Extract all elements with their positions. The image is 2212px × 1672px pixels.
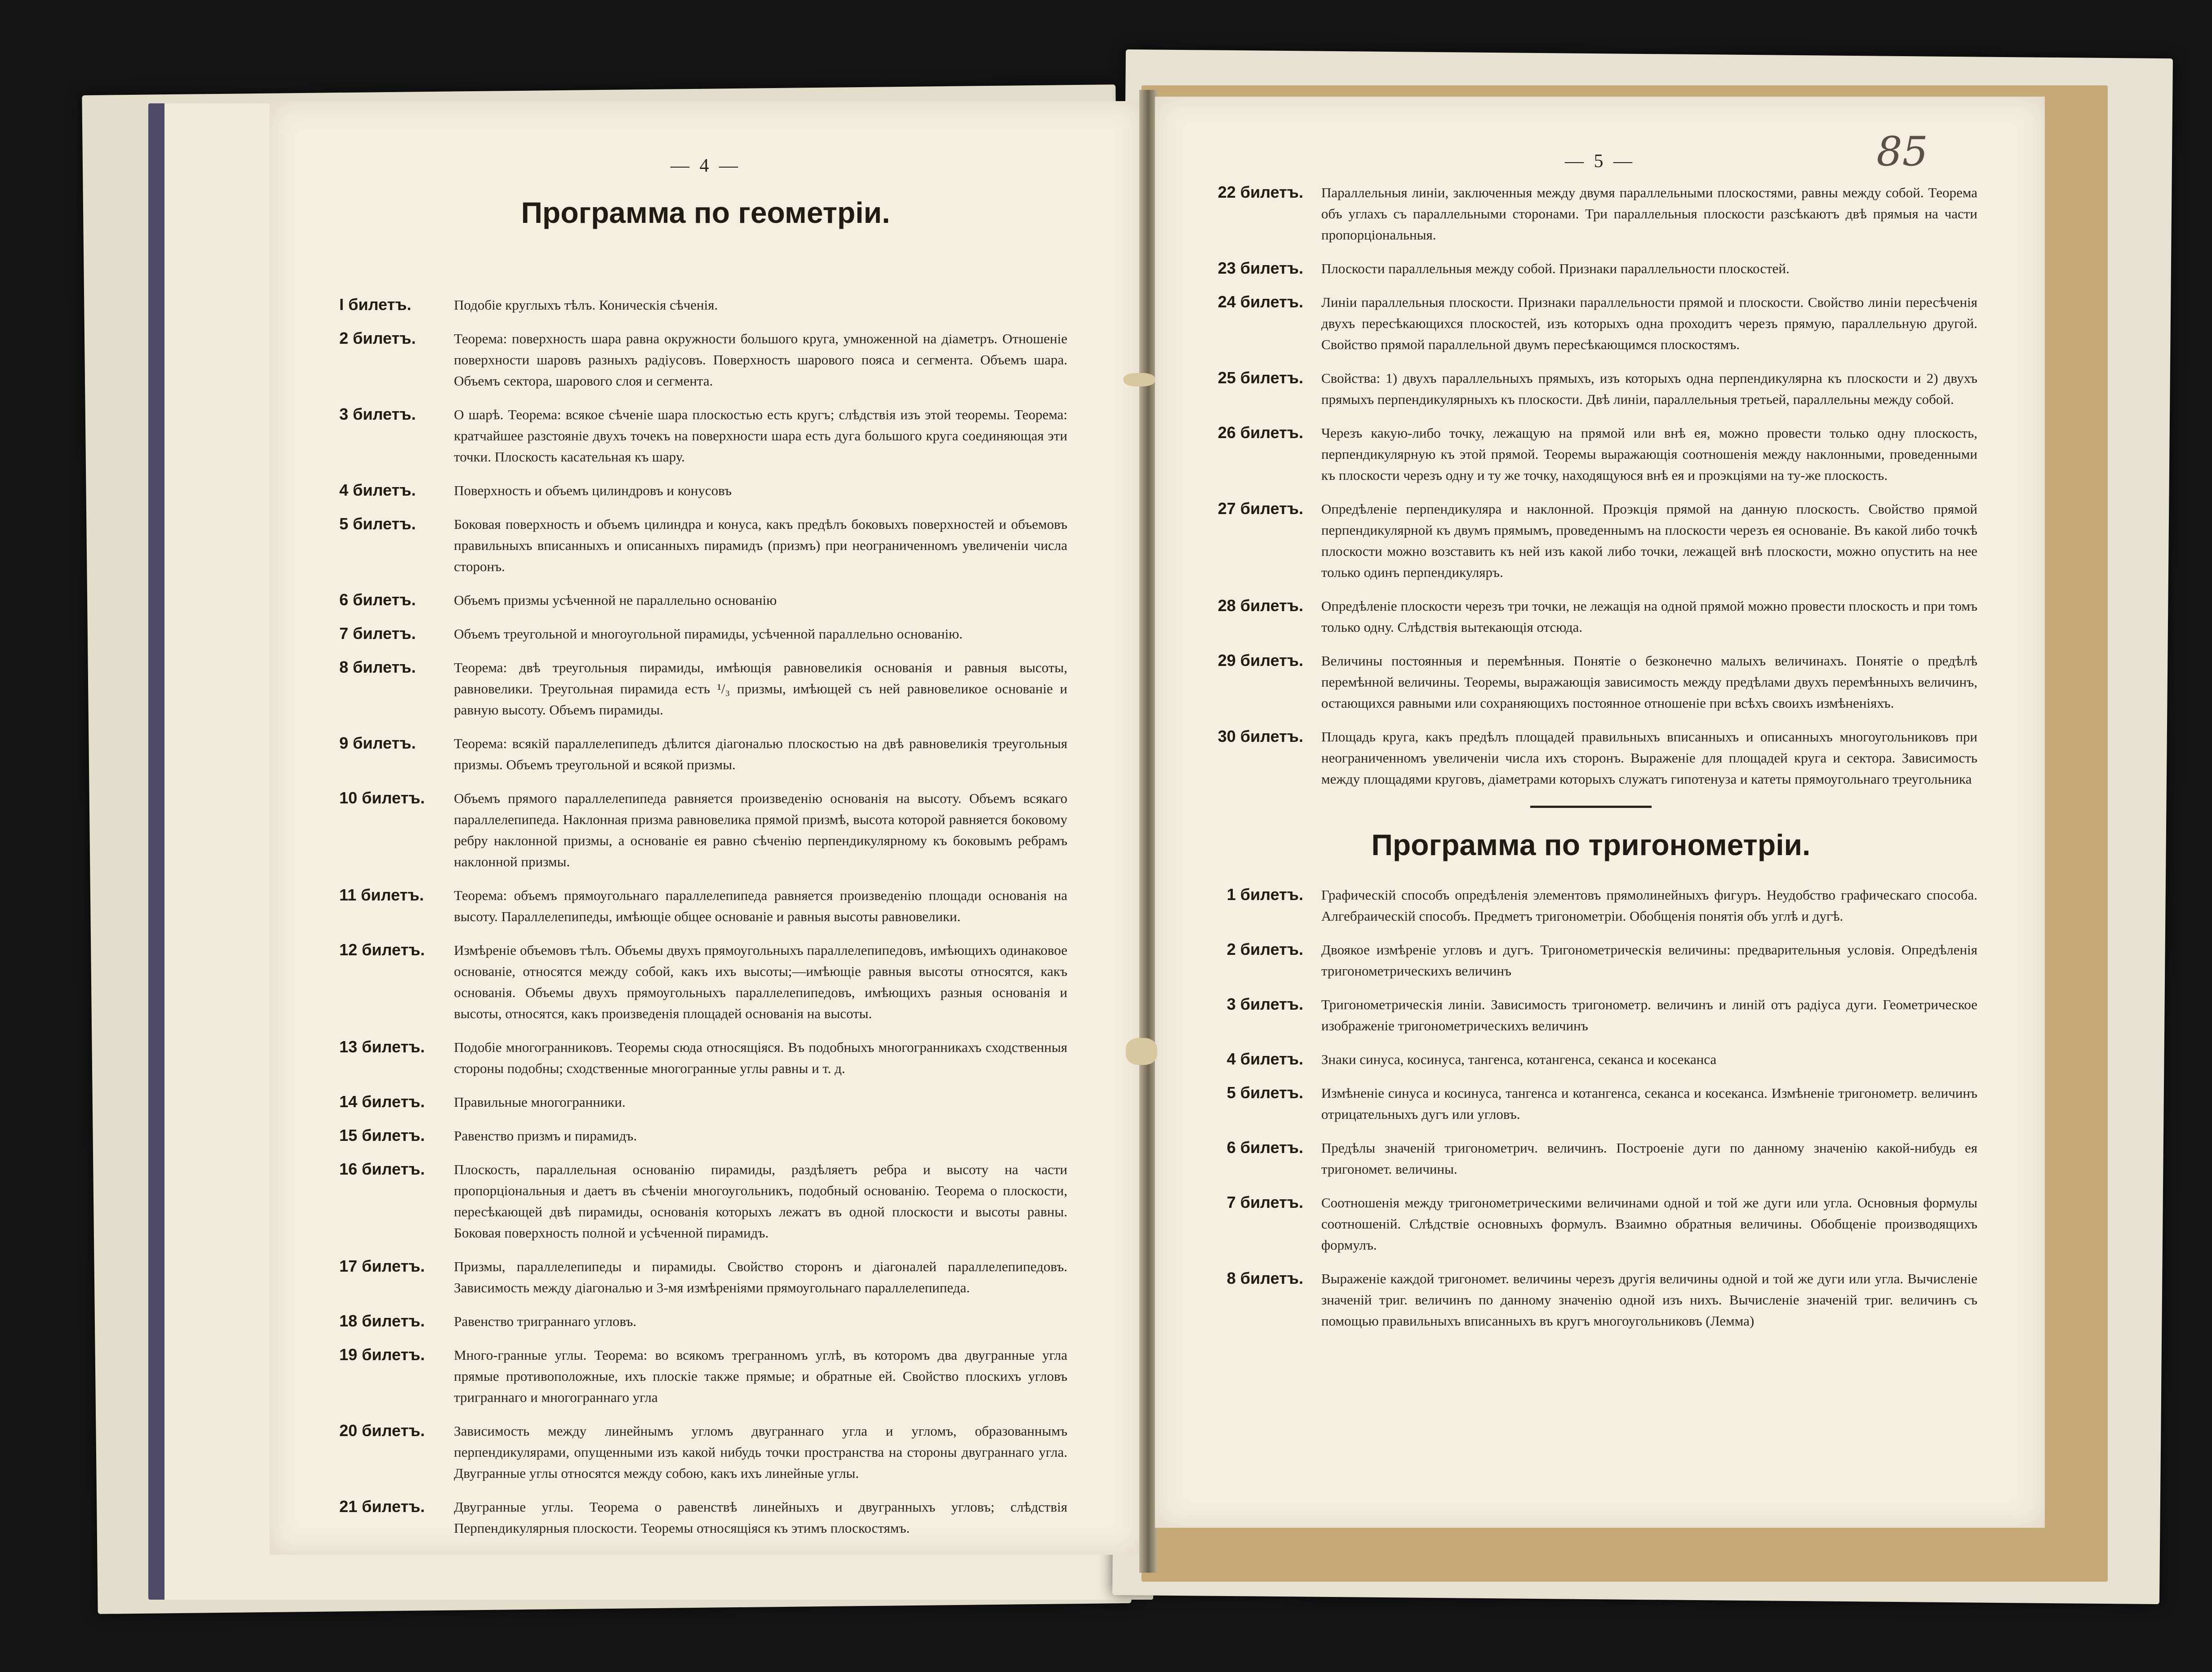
ticket-item bbox=[339, 1311, 1067, 1332]
ticket-item bbox=[1204, 292, 1977, 355]
ticket-item bbox=[1204, 368, 1977, 410]
ticket-item bbox=[1204, 1268, 1977, 1331]
ticket-item bbox=[339, 294, 1067, 315]
ticket-text: Равенство призмъ и пирамидъ. bbox=[454, 1128, 637, 1144]
ticket-text: Черезъ какую-либо точку, лежащую на прямой или внѣ ея, можно провести только одну плоскость, перпендикулярную къ этой прямой. Теоремы выражающія соотношенія между наклонными, проведенными къ плоскости черезъ одну и ту же точку, находящуюся внѣ ея и проэкціями на ту-же плоскость. bbox=[1321, 425, 1977, 483]
ticket-text: О шарѣ. Теорема: всякое сѣченіе шара плоскостью есть кругъ; слѣдствія изъ этой теоремы. Теорема: кратчайшее разстояніе двухъ точекъ на поверхности шара есть дуга большого круга соединяющая эти точки. Плоскость касательная къ шару. bbox=[454, 407, 1067, 465]
ticket-item bbox=[339, 623, 1067, 644]
ticket-text: Знаки синуса, косинуса, тангенса, котангенса, секанса и косеканса bbox=[1321, 1051, 1717, 1067]
ticket-label: 26 билетъ. bbox=[1217, 423, 1303, 442]
ticket-text: Линіи параллельныя плоскости. Признаки параллельности прямой и плоскости. Свойство линіи пересѣченія двухъ пересѣкающихся плоскостей, изъ которыхъ одна проходитъ черезъ прямую, параллельную другой. Свойство прямой параллельной двумъ пересѣкающимся плоскостямъ. bbox=[1321, 294, 1977, 352]
ticket-label: 5 билетъ. bbox=[339, 514, 416, 533]
ticket-text: Измѣненіе синуса и косинуса, тангенса и котангенса, секанса и косеканса. Измѣненіе тригонометр. величинъ отрицательныхъ дугъ или угловъ. bbox=[1321, 1085, 1977, 1122]
ticket-text: Двугранные углы. Теорема о равенствѣ линейныхъ и двугранныхъ угловъ; слѣдствія Перпендикулярныя плоскости. Теоремы относящіяся къ этимъ плоскостямъ. bbox=[454, 1499, 1067, 1536]
ticket-text: Объемъ треугольной и многоугольной пирамиды, усѣченной параллельно основанію. bbox=[454, 626, 963, 642]
ticket-text: Объемъ прямого параллелепипеда равняется произведенію основанія на высоту. Объемъ всякаго параллелепипеда. Наклонная призма равновелика прямой призмѣ, высота которой равняется боковому ребру наклонной призмы, а основаніе ея равно сѣченію перпендикулярному къ боковымъ ребрамъ наклонной призмы. bbox=[454, 790, 1067, 869]
ticket-item bbox=[339, 1159, 1067, 1243]
ticket-item bbox=[1204, 498, 1977, 583]
ticket-list-geometry bbox=[339, 294, 1067, 1551]
ticket-label: 25 билетъ. bbox=[1217, 368, 1303, 387]
ticket-label: 7 билетъ. bbox=[1226, 1193, 1303, 1211]
ticket-item bbox=[1204, 650, 1977, 714]
ticket-label: 8 билетъ. bbox=[1226, 1269, 1303, 1287]
ticket-item bbox=[1204, 1137, 1977, 1180]
ticket-text: Тригонометрическія линіи. Зависимость тригонометр. величинъ и линій отъ радіуса дуги. Геометрическое изображеніе тригонометрическихъ величинъ bbox=[1321, 997, 1977, 1033]
ticket-label: I билетъ. bbox=[339, 295, 412, 314]
ticket-text: Соотношенія между тригонометрическими величинами одной и той же дуги или угла. Основныя формулы соотношеній. Слѣдствіе основныхъ формулъ. Взаимно обратныя величины. Обобщеніе производящихъ формулъ. bbox=[1321, 1195, 1977, 1253]
ticket-item bbox=[339, 1125, 1067, 1146]
ticket-text: Графическій способъ опредѣленія элементовъ прямолинейныхъ фигуръ. Неудобство графическаго способа. Алгебраическій способъ. Предметъ тригонометріи. Обобщенія понятія объ углѣ и дугѣ. bbox=[1321, 887, 1977, 924]
ticket-label: 12 билетъ. bbox=[339, 940, 425, 959]
ticket-item bbox=[339, 940, 1067, 1024]
ticket-label: 13 билетъ. bbox=[339, 1038, 425, 1056]
ticket-text: Выраженіе каждой тригономет. величины черезъ другія величины одной и той же дуги или угла. Вычисленіе значеній триг. величинъ по данному значенію одной изъ нихъ. Вычисленіе значеній триг. величинъ съ помощью правильныхъ вписанныхъ въ кругъ многоугольниковъ (Лемма) bbox=[1321, 1271, 1977, 1329]
ticket-label: 3 билетъ. bbox=[1226, 995, 1303, 1013]
ticket-label: 11 билетъ. bbox=[339, 886, 424, 904]
ticket-item bbox=[339, 404, 1067, 467]
book-gutter bbox=[1139, 90, 1157, 1573]
page-number: — 5 — bbox=[1565, 151, 1635, 172]
ticket-label: 8 билетъ. bbox=[339, 658, 416, 676]
ticket-item bbox=[339, 733, 1067, 775]
ticket-label: 5 билетъ. bbox=[1226, 1083, 1303, 1102]
ticket-label: 2 билетъ. bbox=[339, 329, 416, 347]
ticket-label: 30 билетъ. bbox=[1217, 727, 1303, 745]
section-title-trigonometry: Программа по тригонометріи. bbox=[1371, 828, 1811, 861]
ticket-label: 16 билетъ. bbox=[339, 1160, 425, 1178]
handwritten-folio-number: 85 bbox=[1876, 128, 1928, 175]
ticket-label: 29 билетъ. bbox=[1217, 651, 1303, 670]
ticket-text: Правильные многогранники. bbox=[454, 1094, 626, 1110]
ticket-text: Теорема: двѣ треугольныя пирамиды, имѣющія равновеликія основанія и равныя высоты, равновелики. Треугольная пирамида есть ¹/₃ призмы, имѣющей съ ней равновеликое основаніе и равную высоту. Объемъ пирамиды. bbox=[454, 660, 1067, 718]
ticket-item bbox=[339, 1344, 1067, 1408]
ticket-item bbox=[339, 328, 1067, 391]
ticket-label: 9 билетъ. bbox=[339, 734, 416, 752]
ticket-item bbox=[1204, 258, 1977, 279]
ticket-item bbox=[1204, 422, 1977, 486]
ticket-text: Опредѣленіе плоскости черезъ три точки, не лежащія на одной прямой можно провести плоскость и при томъ только одну. Слѣдствія вытекающія отсюда. bbox=[1321, 598, 1977, 635]
ticket-text: Опредѣленіе перпендикуляра и наклонной. Проэкція прямой на данную плоскость. Свойство прямой перпендикулярной къ двумъ прямымъ, проведеннымъ на плоскости черезъ ея основаніе. Въ какой либо точкѣ плоскости можно возставить къ ней изъ какой либо точки, лежащей внѣ плоскости, можно опустить на нее только одинъ перпендикуляръ. bbox=[1321, 501, 1977, 580]
ticket-item bbox=[1204, 595, 1977, 638]
ticket-item bbox=[339, 480, 1067, 501]
ticket-item bbox=[1204, 1049, 1977, 1070]
ticket-text: Равенство триграннаго угловъ. bbox=[454, 1313, 637, 1329]
right-page bbox=[1155, 97, 2045, 1528]
ticket-item bbox=[1204, 1082, 1977, 1125]
ticket-item bbox=[1204, 1192, 1977, 1255]
ticket-label: 4 билетъ. bbox=[339, 481, 416, 499]
page-tear bbox=[1124, 373, 1155, 386]
section-divider bbox=[1530, 806, 1652, 808]
ticket-text: Параллельныя линіи, заключенныя между двумя параллельными плоскостями, равны между собой. Теорема объ углахъ съ параллельными сторонами. Три параллельныя плоскости разсѣкаютъ двѣ прямыя на части пропорціональныя. bbox=[1321, 185, 1977, 243]
ticket-text: Плоскость, параллельная основанію пирамиды, раздѣляетъ ребра и высоту на части пропорціональныя и даетъ въ сѣченіи многоугольникъ, подобный основанію. Теорема о плоскости, пересѣкающей двѣ пирамиды, основанія которыхъ лежатъ въ одной плоскости и высоты равны. Боковая поверхность полной и усѣченной пирамидъ. bbox=[454, 1162, 1067, 1241]
ticket-label: 15 билетъ. bbox=[339, 1126, 425, 1144]
ticket-text: Призмы, параллелепипеды и пирамиды. Свойство сторонъ и діагоналей параллелепипедовъ. Зависимость между діагональю и 3-мя измѣреніями прямоугольнаго параллелепипеда. bbox=[454, 1259, 1067, 1295]
ticket-item bbox=[1204, 884, 1977, 927]
ticket-item bbox=[339, 1091, 1067, 1113]
section-title-geometry: Программа по геометріи. bbox=[521, 196, 890, 229]
ticket-label: 18 билетъ. bbox=[339, 1312, 425, 1330]
ticket-item bbox=[339, 1037, 1067, 1079]
ticket-item bbox=[339, 1420, 1067, 1484]
page-number: — 4 — bbox=[671, 155, 741, 176]
ticket-text: Свойства: 1) двухъ параллельныхъ прямыхъ, изъ которыхъ одна перпендикулярна къ плоскости и 2) двухъ прямыхъ перпендикулярныхъ къ плоскости. Двѣ линіи, параллельныя третьей, параллельны между собой. bbox=[1321, 370, 1977, 407]
ticket-text: Предѣлы значеній тригонометрич. величинъ. Построеніе дуги по данному значенію какой-нибудь ея тригономет. величины. bbox=[1321, 1140, 1977, 1177]
ticket-label: 24 билетъ. bbox=[1217, 293, 1303, 311]
ticket-item bbox=[1204, 182, 1977, 245]
ticket-text: Теорема: поверхность шара равна окружности большого круга, умноженной на діаметръ. Отношеніе поверхности шаровъ разныхъ радіусовъ. Поверхность шарового пояса и сегмента. Объемъ шара. Объемъ сектора, шарового слоя и сегмента. bbox=[454, 331, 1067, 389]
ticket-label: 28 билетъ. bbox=[1217, 596, 1303, 615]
ticket-text: Боковая поверхность и объемъ цилиндра и конуса, какъ предѣлъ боковыхъ поверхностей и объемовъ правильныхъ вписанныхъ и описанныхъ пирамидъ (призмъ) при неограниченномъ увеличеніи числа сторонъ. bbox=[454, 516, 1067, 574]
ticket-item bbox=[339, 1496, 1067, 1539]
ticket-item bbox=[339, 657, 1067, 720]
ticket-label: 22 билетъ. bbox=[1217, 183, 1303, 201]
ticket-text: Площадь круга, какъ предѣлъ площадей правильныхъ вписанныхъ и описанныхъ многоугольниковъ при неограниченномъ увеличеніи числа ихъ сторонъ. Выраженіе для площадей круга и сектора. Зависимость между площадями круговъ, діаметрами которыхъ служатъ гипотенуза и катеты прямоугольнаго треугольника bbox=[1321, 729, 1977, 787]
ticket-text: Подобіе многогранниковъ. Теоремы сюда относящіяся. Въ подобныхъ многогранникахъ сходственныя стороны подобны; сходственные многогранные углы равны и т. д. bbox=[454, 1039, 1067, 1076]
ticket-label: 23 билетъ. bbox=[1217, 259, 1303, 277]
ticket-label: 27 билетъ. bbox=[1217, 499, 1303, 518]
ticket-text: Поверхность и объемъ цилиндровъ и конусовъ bbox=[454, 483, 732, 498]
ticket-label: 17 билетъ. bbox=[339, 1257, 425, 1275]
ticket-item bbox=[339, 590, 1067, 611]
ticket-item bbox=[339, 788, 1067, 872]
ticket-text: Много-гранные углы. Теорема: во всякомъ трегранномъ углѣ, въ которомъ два двугранные угла прямые противоположные, ихъ плоскіе также прямые; и обратные ей. Свойство плоскихъ угловъ триграннаго и многограннаго угла bbox=[454, 1347, 1067, 1405]
ticket-list-geometry-continued bbox=[1204, 182, 1977, 789]
ticket-label: 1 билетъ. bbox=[1226, 885, 1303, 904]
ticket-label: 21 билетъ. bbox=[339, 1497, 425, 1516]
ticket-text: Теорема: всякій параллелепипедъ дѣлится діагональю плоскостью на двѣ равновеликія треугольныя призмы. Объемъ треугольной и всякой призмы. bbox=[454, 736, 1067, 772]
ticket-item bbox=[339, 1256, 1067, 1298]
ticket-text: Объемъ призмы усѣченной не параллельно основанію bbox=[454, 592, 777, 608]
left-page bbox=[270, 101, 1142, 1555]
ticket-item bbox=[1204, 994, 1977, 1036]
right-page-body bbox=[1204, 182, 1977, 1344]
ticket-text: Плоскости параллельныя между собой. Признаки параллельности плоскостей. bbox=[1321, 261, 1790, 276]
ticket-item bbox=[339, 885, 1067, 927]
ticket-label: 3 билетъ. bbox=[339, 405, 416, 423]
ticket-item bbox=[1204, 939, 1977, 981]
ticket-label: 6 билетъ. bbox=[1226, 1138, 1303, 1157]
ticket-label: 2 билетъ. bbox=[1226, 940, 1303, 958]
ticket-text: Двоякое измѣреніе угловъ и дугъ. Тригонометрическія величины: предварительныя условія. Опредѣленія тригонометрическихъ величинъ bbox=[1321, 942, 1977, 979]
ticket-item bbox=[339, 514, 1067, 577]
ticket-text: Зависимость между линейнымъ угломъ двуграннаго угла и угломъ, образованнымъ перпендикулярами, опущенными изъ какой нибудь точки пространства на стороны двуграннаго угла. Двугранные углы относятся между собою, какъ ихъ линейные углы. bbox=[454, 1423, 1067, 1481]
ticket-item bbox=[1204, 726, 1977, 789]
ticket-label: 10 билетъ. bbox=[339, 789, 425, 807]
page-tear bbox=[1126, 1038, 1157, 1065]
ticket-text: Теорема: объемъ прямоугольнаго параллелепипеда равняется произведенію площади основанія на высоту. Параллелепипеды, имѣющіе общее основаніе и равныя высоты равновелики. bbox=[454, 887, 1067, 924]
ticket-text: Измѣреніе объемовъ тѣлъ. Объемы двухъ прямоугольныхъ параллелепипедовъ, имѣющихъ одинаковое основаніе, относятся между собой, какъ ихъ высоты;—имѣющіе равныя высоты относятся, какъ основанія. Объемы двухъ прямоугольныхъ параллелепипедовъ, имѣющихъ разныя основанія и высоты, относятся, какъ произведенія площадей основанія на высоты. bbox=[454, 942, 1067, 1021]
ticket-label: 4 билетъ. bbox=[1226, 1050, 1303, 1068]
ticket-label: 20 билетъ. bbox=[339, 1421, 425, 1440]
ticket-label: 14 билетъ. bbox=[339, 1092, 425, 1111]
ticket-label: 6 билетъ. bbox=[339, 590, 416, 609]
ticket-list-trigonometry bbox=[1204, 884, 1977, 1331]
ticket-text: Величины постоянныя и перемѣнныя. Понятіе о безконечно малыхъ величинахъ. Понятіе о предѣлѣ перемѣнной величины. Теоремы, выражающія зависимость между предѣлами двухъ перемѣнныхъ величинъ, остающихся равными или сохраняющихъ постоянное отношеніе при всѣхъ своихъ измѣненіяхъ. bbox=[1321, 653, 1977, 711]
ticket-text: Подобіе круглыхъ тѣлъ. Коническія сѣченія. bbox=[454, 297, 718, 313]
ticket-label: 19 билетъ. bbox=[339, 1345, 425, 1364]
ticket-label: 7 билетъ. bbox=[339, 624, 416, 643]
